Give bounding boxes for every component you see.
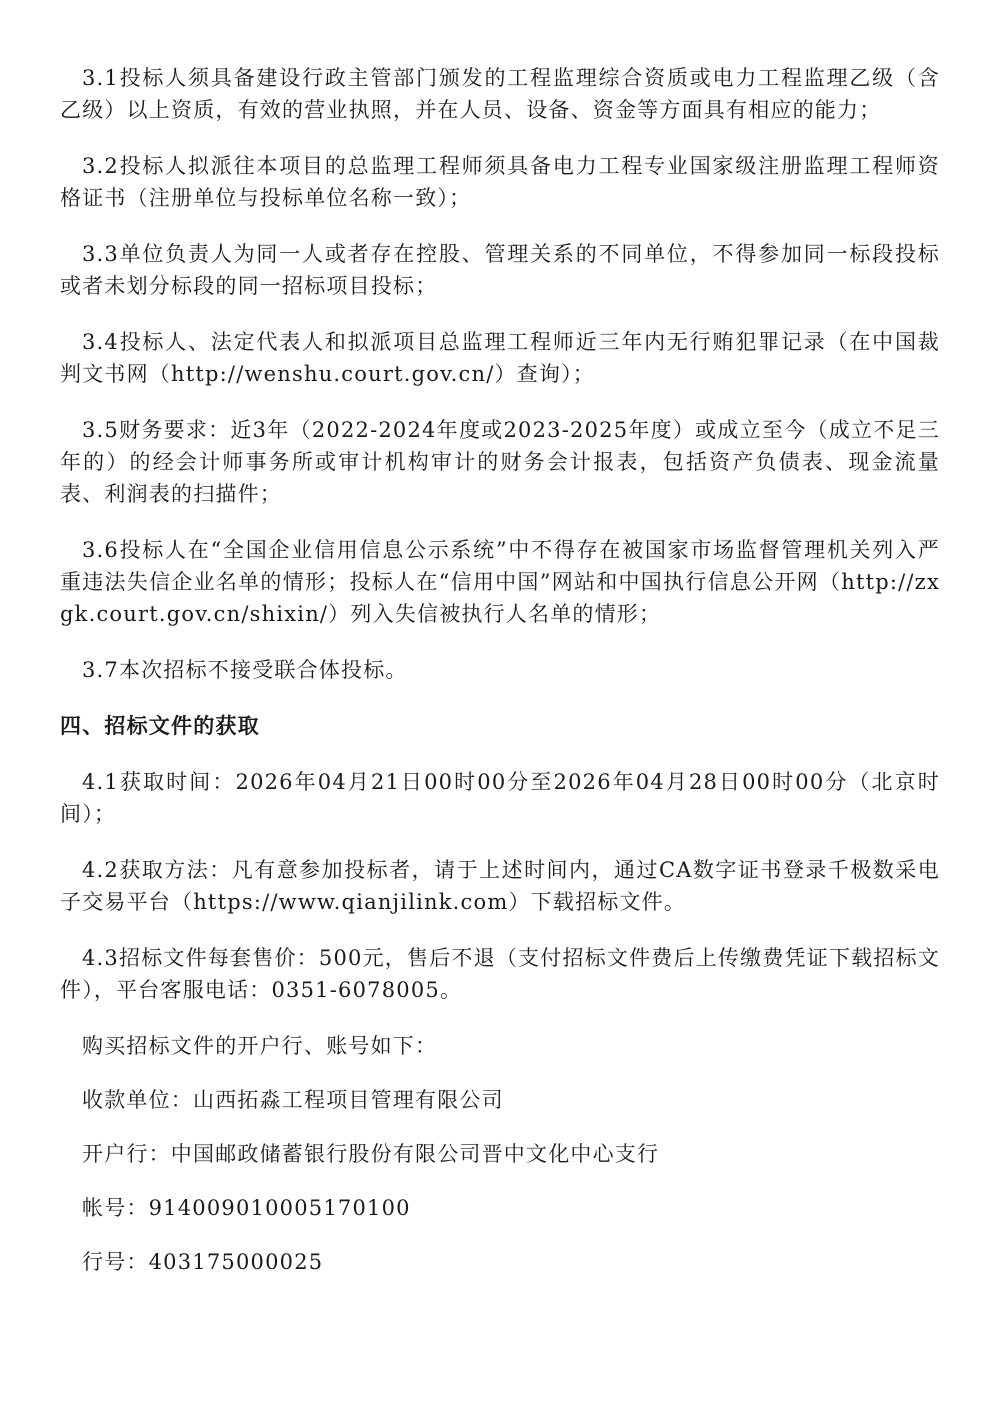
clause-3-4: 3.4投标人、法定代表人和拟派项目总监理工程师近三年内无行贿犯罪记录（在中国裁判文书网（http://wenshu.court.gov.cn/）查询）； [60, 330, 940, 386]
clause-4-3: 4.3招标文件每套售价：500元，售后不退（支付招标文件费后上传缴费凭证下载招标文件），平台客服电话：0351-6078005。 [60, 946, 940, 1002]
clause-3-1: 3.1投标人须具备建设行政主管部门颁发的工程监理综合资质或电力工程监理乙级（含乙级）以上资质，有效的营业执照，并在人员、设备、资金等方面具有相应的能力； [60, 66, 940, 122]
bank-intro: 购买招标文件的开户行、账号如下： [82, 1034, 438, 1058]
clause-3-6: 3.6投标人在“全国企业信用信息公示系统”中不得存在被国家市场监督管理机关列入严重违法失信企业名单的情形；投标人在“信用中国”网站和中国执行信息公开网（http://zxgk.court.gov.cn/shixin/）列入失信被执行人名单的情形； [60, 538, 940, 626]
clause-3-3: 3.3单位负责人为同一人或者存在控股、管理关系的不同单位，不得参加同一标段投标或者未划分标段的同一招标项目投标； [60, 242, 940, 298]
clause-3-2: 3.2投标人拟派往本项目的总监理工程师须具备电力工程专业国家级注册监理工程师资格证书（注册单位与投标单位名称一致）； [60, 154, 940, 210]
clause-4-1: 4.1获取时间：2026年04月21日00时00分至2026年04月28日00时00分（北京时间）； [60, 770, 940, 826]
bank-account: 帐号：914009010005170100 [82, 1196, 411, 1220]
clause-3-7: 3.7本次招标不接受联合体投标。 [82, 658, 408, 682]
clause-4-2: 4.2获取方法：凡有意参加投标者，请于上述时间内，通过CA数字证书登录千极数采电子交易平台（https://www.qianjilink.com）下载招标文件。 [60, 858, 940, 914]
bank-code: 行号：403175000025 [82, 1250, 324, 1274]
bank-name: 开户行：中国邮政储蓄银行股份有限公司晋中文化中心支行 [82, 1142, 660, 1166]
clause-3-5: 3.5财务要求：近3年（2022-2024年度或2023-2025年度）或成立至今（成立不足三年的）的经会计师事务所或审计机构审计的财务会计报表，包括资产负债表、现金流量表、利润表的扫描件； [60, 418, 940, 506]
bank-payee: 收款单位：山西拓淼工程项目管理有限公司 [82, 1088, 504, 1112]
section-4-heading: 四、招标文件的获取 [60, 714, 260, 738]
